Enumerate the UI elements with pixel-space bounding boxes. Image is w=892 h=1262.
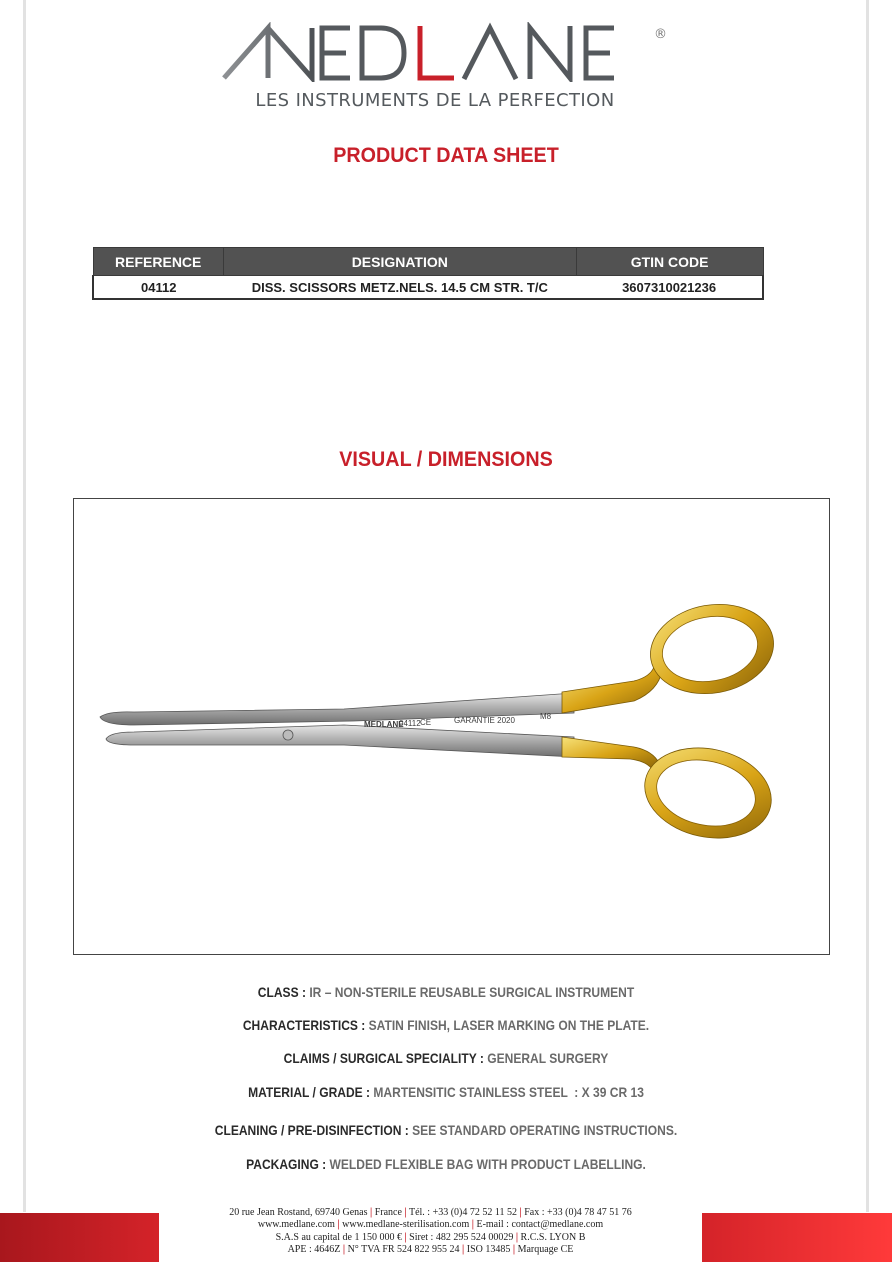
footer-web-sterilisation[interactable]: www.medlane-sterilisation.com bbox=[342, 1219, 470, 1231]
spec-label: CLASS : bbox=[257, 984, 306, 1000]
spec-class bbox=[62, 984, 829, 1000]
spec-label: CHARACTERISTICS : bbox=[242, 1017, 366, 1033]
spec-packaging bbox=[62, 1156, 829, 1172]
spec-material bbox=[62, 1084, 829, 1100]
tagline: LES INSTRUMENTS DE LA PERFECTION bbox=[255, 90, 615, 111]
right-border-line bbox=[866, 0, 869, 1212]
footer-line-1: 20 rue Jean Rostand, 69740 Genas | France | Tél. : +33 (0)4 72 52 11 52 | Fax : +33 (0)4 78 47 51 76 bbox=[229, 1207, 632, 1218]
engraving-brand: MEDLANE bbox=[364, 720, 404, 729]
spec-value: SATIN FINISH, LASER MARKING ON THE PLATE. bbox=[368, 1017, 650, 1033]
spec-value: WELDED FLEXIBLE BAG WITH PRODUCT LABELLING. bbox=[329, 1156, 646, 1172]
left-border-line bbox=[23, 0, 26, 1212]
scissors-image bbox=[74, 499, 831, 956]
table-header-row bbox=[93, 248, 763, 276]
gtin-header: GTIN CODE bbox=[576, 248, 763, 276]
footer-line-4: APE : 4646Z | N° TVA FR 524 822 955 24 | ISO 13485 | Marquage CE bbox=[287, 1243, 574, 1255]
footer-capital: S.A.S au capital de 1 150 000 € bbox=[275, 1231, 402, 1243]
spec-characteristics bbox=[62, 1017, 829, 1033]
footer-red-bar-right bbox=[702, 1213, 892, 1262]
designation-cell: DISS. SCISSORS METZ.NELS. 14.5 CM STR. T/C bbox=[223, 276, 576, 300]
spec-value: MARTENSITIC STAINLESS STEEL : X 39 CR 13 bbox=[373, 1084, 644, 1100]
footer-iso: ISO 13485 bbox=[466, 1243, 511, 1255]
footer-email[interactable]: E-mail : contact@medlane.com bbox=[476, 1219, 604, 1231]
footer-ce-marking: Marquage CE bbox=[517, 1243, 574, 1255]
spec-claims bbox=[62, 1050, 829, 1066]
footer-country: France bbox=[374, 1207, 402, 1218]
reference-header: REFERENCE bbox=[93, 248, 223, 276]
engraving-ce: CE bbox=[420, 718, 432, 727]
spec-label: PACKAGING : bbox=[246, 1156, 327, 1172]
spec-value: GENERAL SURGERY bbox=[487, 1050, 609, 1066]
gtin-cell: 3607310021236 bbox=[576, 276, 763, 300]
footer-line-2: www.medlane.com | www.medlane-sterilisation.com | E-mail : contact@medlane.com bbox=[257, 1219, 604, 1231]
spec-label: CLEANING / PRE-DISINFECTION : bbox=[214, 1122, 409, 1138]
footer-siret: Siret : 482 295 524 00029 bbox=[409, 1231, 514, 1243]
spec-value: IR – NON-STERILE REUSABLE SURGICAL INSTRUMENT bbox=[309, 984, 635, 1000]
visual-dimensions-title: VISUAL / DIMENSIONS bbox=[339, 448, 553, 471]
footer-rcs: R.C.S. LYON B bbox=[520, 1231, 586, 1243]
footer-address: 20 rue Jean Rostand, 69740 Genas bbox=[229, 1207, 368, 1218]
product-reference-table bbox=[92, 247, 764, 300]
company-footer bbox=[159, 1207, 702, 1256]
engraving-code: M8 bbox=[540, 712, 552, 721]
footer-tel: Tél. : +33 (0)4 72 52 11 52 bbox=[408, 1207, 518, 1218]
spec-value: SEE STANDARD OPERATING INSTRUCTIONS. bbox=[412, 1122, 678, 1138]
footer-fax: Fax : +33 (0)4 78 47 51 76 bbox=[524, 1207, 632, 1218]
product-data-sheet-title: PRODUCT DATA SHEET bbox=[333, 144, 559, 167]
registered-mark: ® bbox=[654, 27, 667, 42]
engraving-ref: 04112 bbox=[399, 719, 421, 728]
footer-line-3: S.A.S au capital de 1 150 000 € | Siret : 482 295 524 00029 | R.C.S. LYON B bbox=[275, 1231, 586, 1243]
product-visual-frame bbox=[73, 498, 830, 955]
footer-tva: N° TVA FR 524 822 955 24 bbox=[347, 1243, 460, 1255]
spec-cleaning bbox=[62, 1122, 829, 1138]
spec-label: MATERIAL / GRADE : bbox=[248, 1084, 371, 1100]
footer-ape: APE : 4646Z bbox=[287, 1243, 341, 1255]
engraving-guarantee: GARANTIE 2020 bbox=[454, 716, 515, 725]
designation-header: DESIGNATION bbox=[223, 248, 576, 276]
table-row bbox=[93, 276, 763, 300]
reference-cell: 04112 bbox=[93, 276, 223, 300]
spec-label: CLAIMS / SURGICAL SPECIALITY : bbox=[283, 1050, 484, 1066]
footer-red-bar-left bbox=[0, 1213, 159, 1262]
footer-web-main[interactable]: www.medlane.com bbox=[257, 1219, 335, 1231]
medlane-logo bbox=[222, 22, 672, 82]
